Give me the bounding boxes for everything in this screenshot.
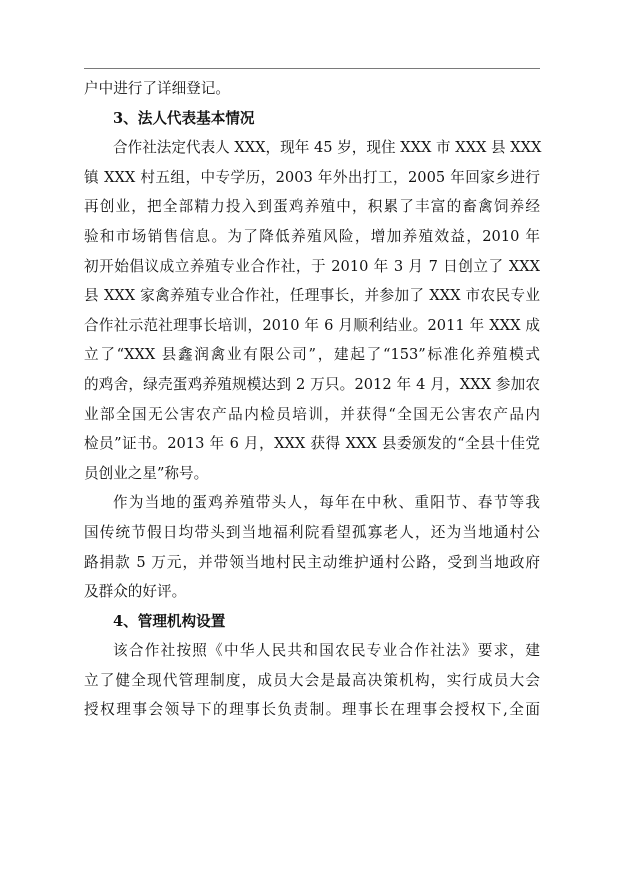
header-rule bbox=[84, 68, 540, 69]
text-line: 授权理事会领导下的理事长负责制。理事长在理事会授权下,全面 bbox=[84, 701, 540, 719]
text-line: 作为当地的蛋鸡养殖带头人，每年在中秋、重阳节、春节等我 bbox=[113, 494, 540, 512]
section-heading-3: 3、法人代表基本情况 bbox=[113, 109, 255, 127]
text-line: 合作社示范社理事长培训，2010 年 6 月顺利结业。2011 年 XXX 成 bbox=[84, 316, 540, 334]
text-line: 员创业之星”称号。 bbox=[84, 464, 209, 482]
text-line: 立了健全现代管理制度，成员大会是最高决策机构，实行成员大会 bbox=[84, 671, 540, 689]
text-line: 合作社法定代表人 XXX，现年 45 岁，现住 XXX 市 XXX 县 XXX bbox=[113, 139, 542, 157]
text-line: 路捐款 5 万元，并带领当地村民主动维护通村公路，受到当地政府 bbox=[84, 553, 540, 571]
paragraph-legal-representative bbox=[84, 133, 540, 488]
document-body bbox=[84, 74, 540, 725]
text-line: 验和市场销售信息。为了降低养殖风险，增加养殖效益，2010 年 bbox=[84, 227, 540, 245]
paragraph-charity bbox=[84, 488, 540, 606]
text-line: 及群众的好评。 bbox=[84, 583, 187, 601]
text-line: 立了“XXX 县鑫润禽业有限公司”，建起了“153”标准化养殖模式 bbox=[84, 346, 540, 364]
text-line: 初开始倡议成立养殖专业合作社，于 2010 年 3 月 7 日创立了 XXX bbox=[84, 257, 540, 275]
text-line: 户中进行了详细登记。 bbox=[84, 80, 230, 97]
text-line: 再创业，把全部精力投入到蛋鸡养殖中，积累了丰富的畜禽饲养经 bbox=[84, 198, 540, 216]
text-line: 业部全国无公害农产品内检员培训，并获得“全国无公害农产品内 bbox=[84, 405, 540, 423]
text-line: 的鸡舍，绿壳蛋鸡养殖规模达到 2 万只。2012 年 4 月，XXX 参加农 bbox=[84, 375, 540, 393]
paragraph-management bbox=[84, 636, 540, 725]
text-line: 检员”证书。2013 年 6 月，XXX 获得 XXX 县委颁发的“全县十佳党 bbox=[84, 435, 540, 453]
section-heading-4: 4、管理机构设置 bbox=[113, 612, 226, 630]
text-line: 县 XXX 家禽养殖专业合作社，任理事长，并参加了 XXX 市农民专业 bbox=[84, 287, 540, 305]
text-line: 镇 XXX 村五组，中专学历，2003 年外出打工，2005 年回家乡进行 bbox=[84, 168, 540, 186]
text-line: 该合作社按照《中华人民共和国农民专业合作社法》要求，建 bbox=[113, 642, 540, 660]
text-line: 国传统节假日均带头到当地福利院看望孤寡老人，还为当地通村公 bbox=[84, 523, 540, 541]
